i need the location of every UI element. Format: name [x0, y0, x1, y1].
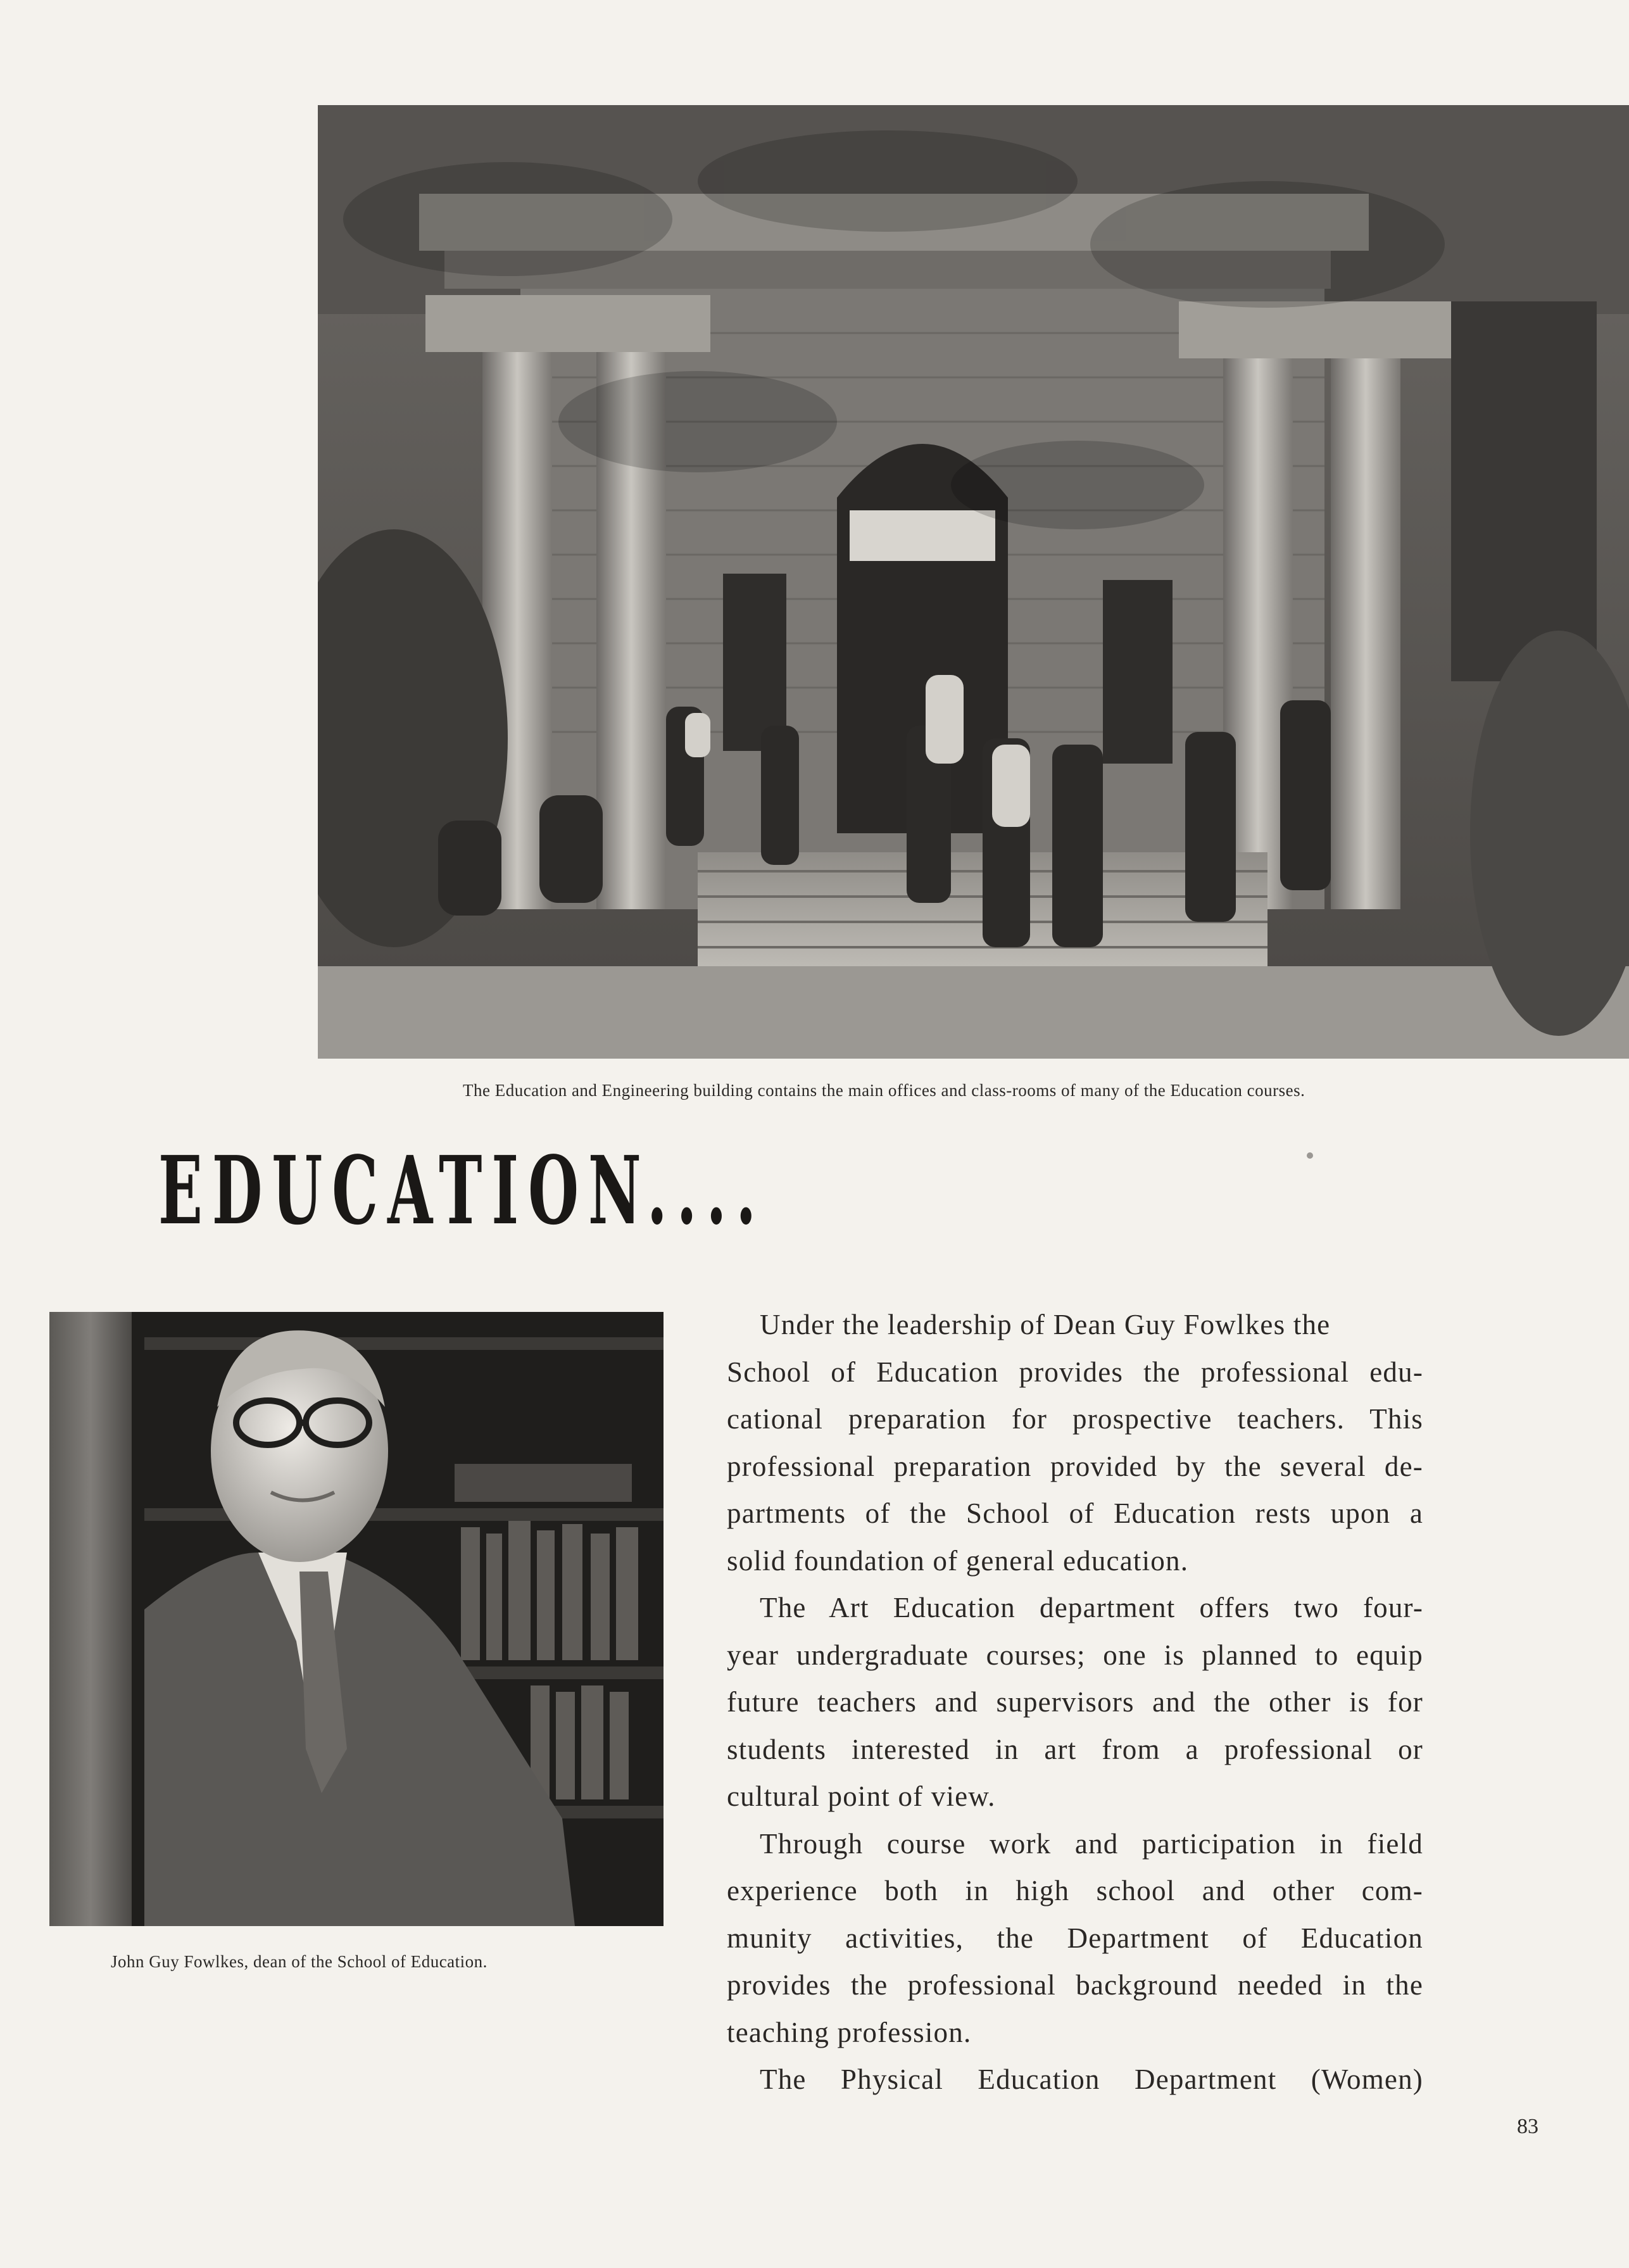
body-line: cultural point of view. — [727, 1780, 996, 1812]
body-line: School of Education provides the professional edu- — [727, 1356, 1423, 1388]
body-line: solid foundation of general education. — [727, 1544, 1189, 1577]
body-line: experience both in high school and other com- — [727, 1875, 1423, 1906]
body-line: year undergraduate courses; one is planned to equip — [727, 1639, 1423, 1671]
body-line: students interested in art from a professional or — [727, 1733, 1423, 1765]
body-line: teaching profession. — [727, 2016, 972, 2048]
body-line: partments of the School of Education rests upon a — [727, 1497, 1423, 1529]
body-line: future teachers and supervisors and the other is for — [727, 1686, 1423, 1718]
dean-portrait-image — [49, 1312, 664, 1926]
body-line: munity activities, the Department of Education — [727, 1922, 1423, 1954]
body-line: cational preparation for prospective teachers. This — [727, 1403, 1423, 1435]
body-text — [727, 1301, 1423, 2103]
body-line: The Art Education department offers two four- — [760, 1592, 1423, 1623]
body-line: The Physical Education Department (Women) — [760, 2063, 1423, 2095]
section-title: EDUCATION.... — [158, 1135, 766, 1245]
body-line: provides the professional background needed in the — [727, 1969, 1423, 2001]
body-line: professional preparation provided by the several de- — [727, 1450, 1423, 1482]
body-line: Under the leadership of Dean Guy Fowlkes the — [760, 1309, 1331, 1340]
dean-portrait-caption: John Guy Fowlkes, dean of the School of Education. — [111, 1952, 487, 1971]
dean-portrait-photo — [49, 1312, 664, 1926]
print-speck — [1307, 1152, 1313, 1159]
body-line: Through course work and participation in field — [760, 1827, 1423, 1860]
building-photo-image — [318, 105, 1629, 1059]
building-photo-caption: The Education and Engineering building contains the main offices and class-rooms of many of the Education courses. — [463, 1081, 1305, 1100]
page-number: 83 — [1517, 2115, 1538, 2138]
building-photo — [318, 105, 1629, 1059]
